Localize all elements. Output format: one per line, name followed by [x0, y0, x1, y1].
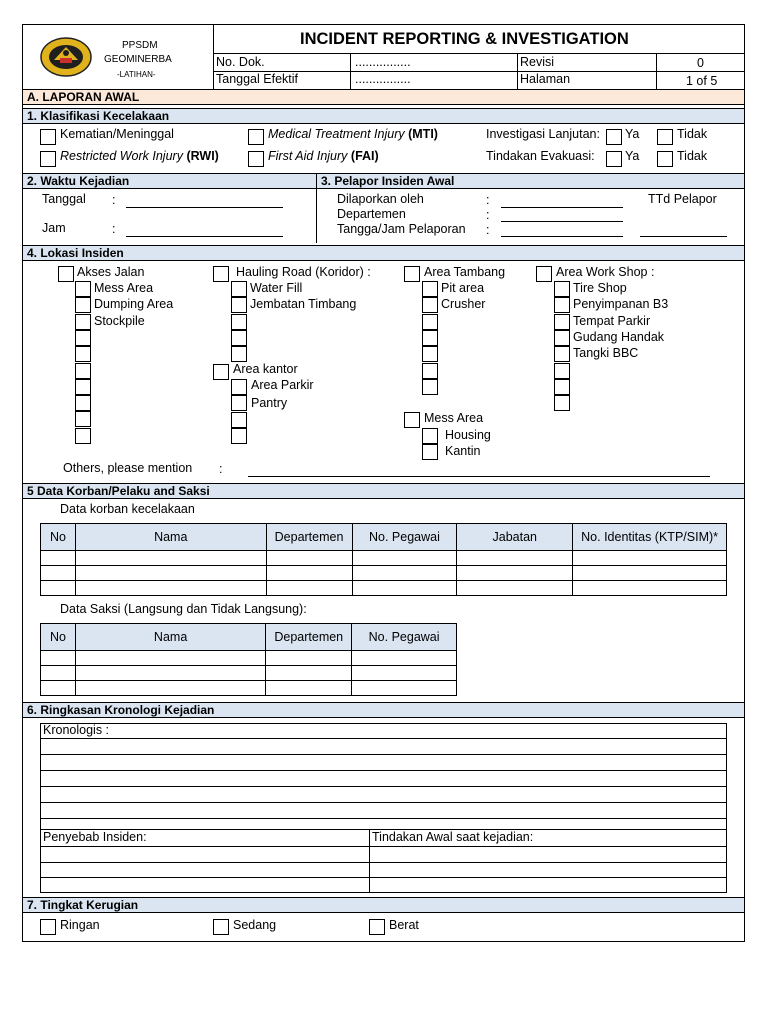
kronologi-rule-10 [40, 877, 727, 878]
investigasi-ya-checkbox[interactable] [606, 129, 622, 145]
kematian-checkbox[interactable] [40, 129, 56, 145]
workshop-item-b3: Penyimpanan B3 [573, 297, 669, 311]
berat-checkbox[interactable] [369, 919, 385, 935]
evakuasi-label: Tindakan Evakuasi: [486, 149, 595, 163]
rwi-checkbox[interactable] [40, 151, 56, 167]
area-kantor-checkbox[interactable] [213, 364, 229, 380]
others-field[interactable] [248, 476, 710, 477]
workshop-sub-checkbox-7[interactable] [554, 379, 570, 395]
mess-sub-checkbox-2[interactable] [422, 444, 438, 460]
section-6-header: 6. Ringkasan Kronologi Kejadian [23, 702, 744, 718]
workshop-sub-checkbox-8[interactable] [554, 395, 570, 411]
kantor-item-area-parkir: Area Parkir [251, 378, 314, 392]
hauling-sub-checkbox-4[interactable] [231, 330, 247, 346]
investigasi-ya-label: Ya [625, 127, 640, 141]
akses-jalan-sub-checkbox-5[interactable] [75, 346, 91, 362]
org-name-1: PPSDM [122, 40, 158, 51]
jam-field[interactable] [126, 236, 283, 237]
akses-item-stockpile: Stockpile [94, 314, 145, 328]
org-name-2: GEOMINERBA [104, 54, 172, 65]
hauling-sub-checkbox-2[interactable] [231, 297, 247, 313]
dilaporkan-field[interactable] [501, 207, 623, 208]
korban-header-no: No [41, 524, 76, 551]
section-1-header: 1. Klasifikasi Kecelakaan [23, 108, 744, 124]
table-row[interactable] [41, 581, 727, 596]
section-4-header: 4. Lokasi Insiden [23, 245, 744, 261]
investigasi-tidak-checkbox[interactable] [657, 129, 673, 145]
akses-jalan-sub-checkbox-9[interactable] [75, 411, 91, 427]
tambang-item-crusher: Crusher [441, 297, 486, 311]
evakuasi-tidak-label: Tidak [677, 149, 708, 163]
evakuasi-tidak-checkbox[interactable] [657, 151, 673, 167]
area-tambang-checkbox[interactable] [404, 266, 420, 282]
akses-item-dumping-area: Dumping Area [94, 297, 174, 311]
section-5-header: 5 Data Korban/Pelaku and Saksi [23, 483, 744, 499]
kronologi-rule-2 [40, 754, 727, 755]
hauling-road-checkbox[interactable] [213, 266, 229, 282]
kantor-sub-checkbox-1[interactable] [231, 379, 247, 395]
saksi-header-no: No [41, 624, 76, 651]
org-name-3: -LATIHAN- [117, 70, 156, 79]
tambang-sub-checkbox-7[interactable] [422, 379, 438, 395]
mti-label: Medical Treatment Injury (MTI) [268, 127, 438, 141]
akses-jalan-sub-checkbox-6[interactable] [75, 363, 91, 379]
workshop-sub-checkbox-5[interactable] [554, 346, 570, 362]
korban-header-departemen: Departemen [266, 524, 352, 551]
workshop-sub-checkbox-3[interactable] [554, 314, 570, 330]
ringan-checkbox[interactable] [40, 919, 56, 935]
hauling-sub-checkbox-3[interactable] [231, 314, 247, 330]
kronologi-rule-5 [40, 802, 727, 803]
departemen-label: Departemen [337, 207, 406, 221]
hauling-item-water-fill: Water Fill [250, 281, 303, 295]
kronologi-rule-9 [40, 862, 727, 863]
area-tambang-label: Area Tambang [424, 265, 506, 279]
saksi-label: Data Saksi (Langsung dan Tidak Langsung): [60, 602, 307, 616]
korban-table [40, 523, 727, 596]
akses-jalan-sub-checkbox-4[interactable] [75, 330, 91, 346]
rwi-label: Restricted Work Injury (RWI) [60, 149, 219, 163]
akses-jalan-sub-checkbox-8[interactable] [75, 395, 91, 411]
hauling-sub-checkbox-5[interactable] [231, 346, 247, 362]
tanggal-jam-field[interactable] [501, 236, 623, 237]
logo [38, 36, 94, 78]
mess-area-label: Mess Area [424, 411, 484, 425]
section-a-header: A. LAPORAN AWAL [23, 89, 744, 105]
workshop-sub-checkbox-2[interactable] [554, 297, 570, 313]
halaman-value: 1 of 5 [686, 74, 718, 88]
investigasi-tidak-label: Tidak [677, 127, 708, 141]
saksi-header-nama: Nama [75, 624, 265, 651]
workshop-item-handak: Gudang Handak [573, 330, 665, 344]
tanggal-efektif-value[interactable]: ................ [355, 72, 411, 86]
kronologi-rule-8 [40, 846, 727, 847]
mess-item-housing: Housing [445, 428, 491, 442]
section-3-title: 3. Pelapor Insiden Awal [321, 174, 455, 188]
akses-jalan-sub-checkbox-7[interactable] [75, 379, 91, 395]
table-row[interactable] [41, 651, 457, 666]
hauling-sub-checkbox-1[interactable] [231, 281, 247, 297]
tambang-item-pit-area: Pit area [441, 281, 485, 295]
akses-jalan-sub-checkbox-1[interactable] [75, 281, 91, 297]
tanggal-field[interactable] [126, 207, 283, 208]
workshop-sub-checkbox-1[interactable] [554, 281, 570, 297]
no-dok-value[interactable]: ................ [355, 55, 411, 69]
no-dok-label: No. Dok. [216, 55, 265, 69]
berat-label: Berat [389, 918, 419, 932]
tambang-sub-checkbox-4[interactable] [422, 330, 438, 346]
mess-area-checkbox[interactable] [404, 412, 420, 428]
departemen-field[interactable] [501, 221, 623, 222]
halaman-label: Halaman [520, 72, 571, 86]
korban-header-jabatan: Jabatan [457, 524, 573, 551]
table-row[interactable] [41, 566, 727, 581]
mti-checkbox[interactable] [248, 129, 264, 145]
investigasi-label: Investigasi Lanjutan: [486, 127, 600, 141]
saksi-header-pegawai: No. Pegawai [352, 624, 457, 651]
sedang-label: Sedang [233, 918, 277, 932]
area-workshop-checkbox[interactable] [536, 266, 552, 282]
akses-jalan-sub-checkbox-2[interactable] [75, 297, 91, 313]
kantor-item-pantry: Pantry [251, 396, 288, 410]
fai-label: First Aid Injury (FAI) [268, 149, 379, 163]
area-kantor-label: Area kantor [233, 362, 298, 376]
workshop-item-parkir: Tempat Parkir [573, 314, 651, 328]
korban-label: Data korban kecelakaan [60, 502, 195, 516]
workshop-item-tire-shop: Tire Shop [573, 281, 627, 295]
area-workshop-label: Area Work Shop : [556, 265, 655, 279]
saksi-header-departemen: Departemen [266, 624, 352, 651]
akses-item-mess-area: Mess Area [94, 281, 154, 295]
akses-jalan-label: Akses Jalan [77, 265, 145, 279]
dilaporkan-label: Dilaporkan oleh [337, 192, 424, 206]
kantor-sub-checkbox-4[interactable] [231, 428, 247, 444]
evakuasi-ya-checkbox[interactable] [606, 151, 622, 167]
page-title: INCIDENT REPORTING & INVESTIGATION [300, 30, 629, 48]
workshop-sub-checkbox-4[interactable] [554, 330, 570, 346]
others-label: Others, please mention [63, 461, 193, 475]
korban-header-pegawai: No. Pegawai [352, 524, 457, 551]
table-row[interactable] [41, 681, 457, 696]
kronologi-rule-1 [40, 738, 727, 739]
saksi-table [40, 623, 457, 696]
hauling-road-label: Hauling Road (Koridor) : [236, 265, 371, 279]
penyebab-label: Penyebab Insiden: [43, 830, 147, 844]
akses-jalan-sub-checkbox-3[interactable] [75, 314, 91, 330]
section-2-3-header [23, 173, 744, 189]
akses-jalan-sub-checkbox-10[interactable] [75, 428, 91, 444]
kronologi-rule-4 [40, 786, 727, 787]
mess-sub-checkbox-1[interactable] [422, 428, 438, 444]
kematian-label: Kematian/Meninggal [60, 127, 174, 141]
hauling-item-jembatan: Jembatan Timbang [250, 297, 357, 311]
tambang-sub-checkbox-5[interactable] [422, 346, 438, 362]
tambang-sub-checkbox-2[interactable] [422, 297, 438, 313]
korban-header-nama: Nama [75, 524, 266, 551]
workshop-item-bbc: Tangki BBC [573, 346, 639, 360]
tanggal-label: Tanggal [42, 192, 86, 206]
fai-checkbox[interactable] [248, 151, 264, 167]
evakuasi-ya-label: Ya [625, 149, 640, 163]
mess-item-kantin: Kantin [445, 444, 481, 458]
jam-label: Jam [42, 221, 66, 235]
table-row[interactable] [41, 551, 727, 566]
ttd-pelapor-label: TTd Pelapor [648, 192, 717, 206]
kantor-sub-checkbox-2[interactable] [231, 395, 247, 411]
tambang-sub-checkbox-1[interactable] [422, 281, 438, 297]
kronologi-rule-6 [40, 818, 727, 819]
kantor-sub-checkbox-3[interactable] [231, 412, 247, 428]
kronologi-box[interactable] [40, 723, 727, 893]
section-2-title: 2. Waktu Kejadian [27, 174, 130, 188]
korban-header-identitas: No. Identitas (KTP/SIM)* [573, 524, 727, 551]
revisi-label: Revisi [520, 55, 555, 69]
table-row[interactable] [41, 666, 457, 681]
tanggal-jam-pelaporan-label: Tangga/Jam Pelaporan [337, 222, 466, 236]
kronologis-label: Kronologis : [43, 723, 110, 737]
ringan-label: Ringan [60, 918, 100, 932]
revisi-value: 0 [697, 56, 704, 70]
sedang-checkbox[interactable] [213, 919, 229, 935]
tambang-sub-checkbox-6[interactable] [422, 363, 438, 379]
kronologi-rule-3 [40, 770, 727, 771]
workshop-sub-checkbox-6[interactable] [554, 363, 570, 379]
ttd-pelapor-field[interactable] [640, 236, 727, 237]
akses-jalan-checkbox[interactable] [58, 266, 74, 282]
section-7-header: 7. Tingkat Kerugian [23, 897, 744, 913]
tanggal-efektif-label: Tanggal Efektif [216, 72, 298, 86]
tindakan-awal-label: Tindakan Awal saat kejadian: [372, 830, 534, 844]
tambang-sub-checkbox-3[interactable] [422, 314, 438, 330]
